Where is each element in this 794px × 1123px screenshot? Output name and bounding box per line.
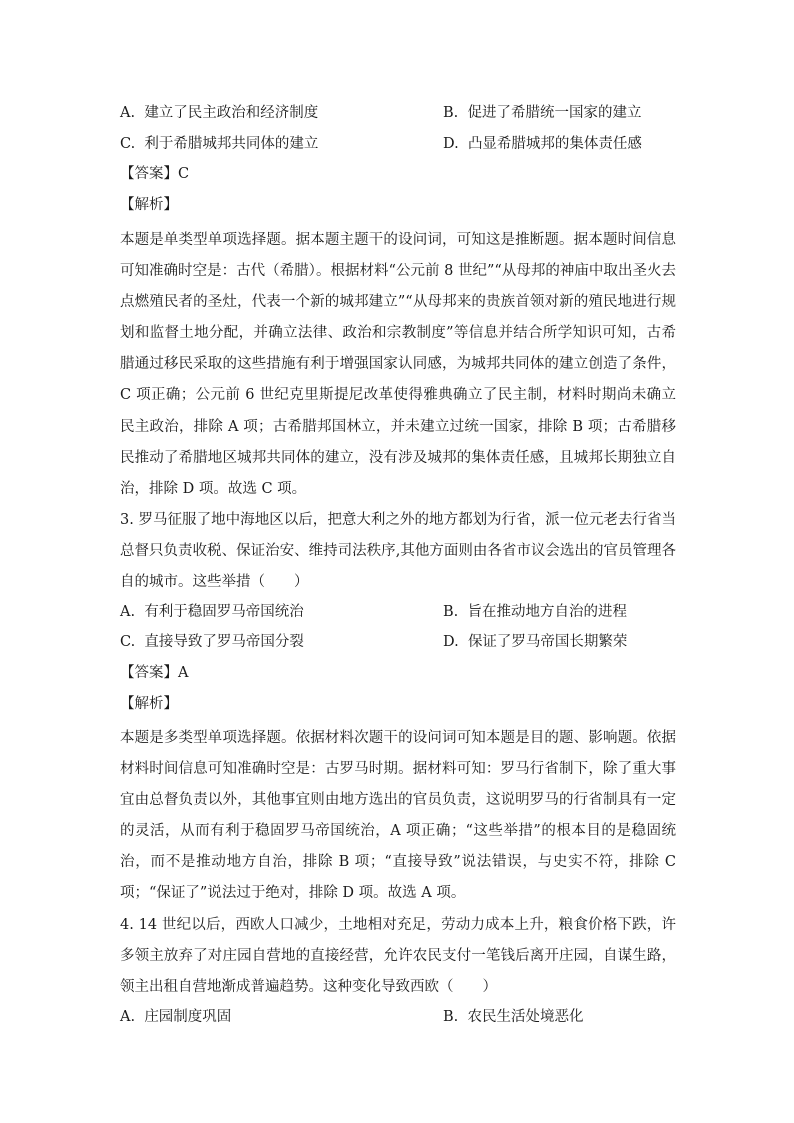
q4-option-a[interactable]: A. 庄园制度巩固 (120, 1009, 232, 1025)
q3-option-a[interactable]: A. 有利于稳固罗马帝国统治 (120, 604, 304, 620)
q4-options-row-1 (120, 1005, 676, 1029)
q3-answer: 【答案】A (120, 665, 189, 681)
q2-option-a[interactable]: A. 建立了民主政治和经济制度 (120, 105, 319, 121)
q3-options-row-2 (120, 630, 676, 654)
q3-options-row-1 (120, 600, 676, 624)
q3-option-b[interactable]: B. 旨在推动地方自治的进程 (443, 604, 627, 620)
q3-option-c[interactable]: C. 直接导致了罗马帝国分裂 (120, 634, 304, 650)
q2-option-b[interactable]: B. 促进了希腊统一国家的建立 (443, 105, 642, 121)
q2-answer: 【答案】C (120, 166, 190, 182)
q2-analysis-heading: 【解析】 (120, 197, 178, 213)
q3-option-d[interactable]: D. 保证了罗马帝国长期繁荣 (443, 634, 628, 650)
q4-stem: 4. 14 世纪以后，西欧人口减少，土地相对充足，劳动力成本上升，粮食价格下跌，许多领主放弃了对庄园自营地的直接经营，允许农民支付一笔钱后离开庄园，自谋生路，领主出租自营地渐成普遍趋势。这种变化导致西欧（ ） (120, 917, 676, 996)
q2-analysis: 本题是单类型单项选择题。据本题主题干的设问词，可知这是推断题。据本题时间信息可知准确时空是：古代（希腊）。根据材料“公元前 8 世纪”“从母邦的神庙中取出圣火去点燃殖民者的圣灶，代表一个新的城邦建立”“从母邦来的贵族首领对新的殖民地进行规划和监督土地分配，并确立法律、政治和宗教制度”等信息并结合所学知识可知，古希腊通过移民采取的这些措施有利于增强国家认同感，为城邦共同体的建立创造了条件，C 项正确；公元前 6 世纪克里斯提尼改革使得雅典确立了民主制，材料时期尚未确立民主政治，排除 A 项；古希腊邦国林立，并未建立过统一国家，排除 B 项；古希腊移民推动了希腊地区城邦共同体的建立，没有涉及城邦的集体责任感，且城邦长期独立自治，排除 D 项。故选 C 项。 (120, 232, 676, 497)
q2-options-row-2 (120, 132, 676, 156)
q3-analysis: 本题是多类型单项选择题。依据材料次题干的设问词可知本题是目的题、影响题。依据材料时间信息可知准确时空是：古罗马时期。据材料可知：罗马行省制下，除了重大事宜由总督负责以外，其他事宜则由地方选出的官员负责，这说明罗马的行省制具有一定的灵活，从而有利于稳固罗马帝国统治，A 项正确；“这些举措”的根本目的是稳固统治，而不是推动地方自治，排除 B 项；“直接导致”说法错误，与史实不符，排除 C 项；“保证了”说法过于绝对，排除 D 项。故选 A 项。 (120, 730, 676, 902)
q4-option-b[interactable]: B. 农民生活处境恶化 (443, 1009, 584, 1025)
q2-option-d[interactable]: D. 凸显希腊城邦的集体责任感 (443, 136, 642, 152)
q3-stem: 3. 罗马征服了地中海地区以后，把意大利之外的地方都划为行省，派一位元老去行省当总督只负责收税、保证治安、维持司法秩序,其他方面则由各省市议会选出的官员管理各自的城市。这些举措（ ） (120, 512, 676, 591)
q3-analysis-heading: 【解析】 (120, 696, 178, 712)
q2-options-row-1 (120, 101, 676, 125)
q2-option-c[interactable]: C. 利于希腊城邦共同体的建立 (120, 136, 319, 152)
